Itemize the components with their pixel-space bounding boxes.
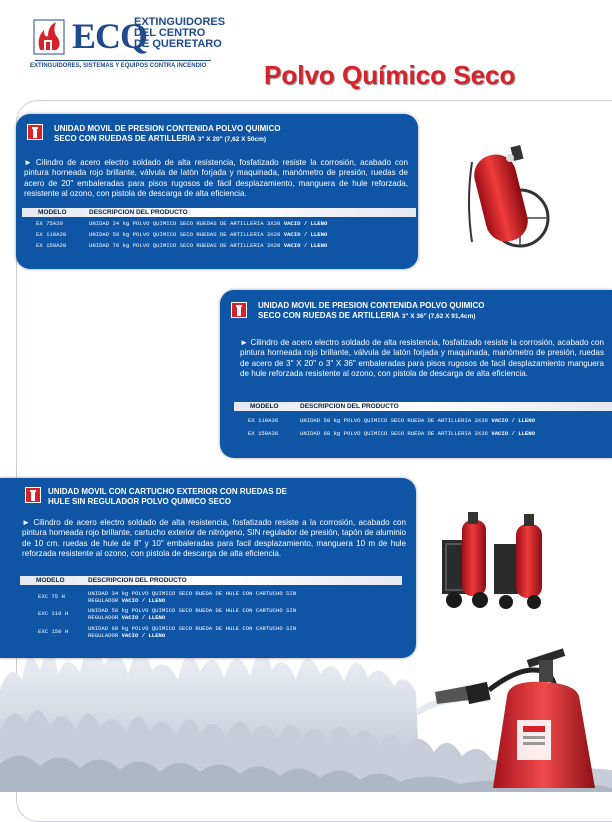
fire-extinguisher-icon [24,486,42,504]
row-description [88,607,296,621]
panel-title-text: SECO CON RUEDAS DE ARTILLERIA [258,310,400,320]
column-header-description: DESCRIPCION DEL PRODUCTO [89,209,188,216]
panel-title-size: 3" X 20" (7,62 X 50cm) [197,135,267,143]
column-header-model: MODELO [250,403,279,410]
row-description-text: REGULADOR [88,614,119,621]
row-description-text: REGULADOR [88,632,119,639]
panel-title-size: 3" X 36" (7,62 X 91,4cm) [401,312,476,320]
row-description [88,590,296,604]
table-row [20,607,402,621]
panel-description: ► Cilindro de acero electro soldado de alta resistencia, fosfatizado resiste la corrosión, acabado con pintura horneada rojo brillante, válvula de latón forjada y maquinada, manómetro de presión, ruedas de acero de 20" embaleradas para pisos rugosos de fácil desplazamiento, manguera de hule reforzada, resistente al ozono, con pistola de descarga de alta eficiencia. [24,158,408,198]
row-description-text: UNIDAD 34 kg POLVO QUIMICO SECO RUEDAS DE ARTILLERIA 3X20 [89,220,281,227]
logo-name-line: EXTINGUIDORES [134,16,226,28]
panel-title-line: UNIDAD MOVIL DE PRESION CONTENIDA POLVO QUIMICO [258,301,485,310]
row-model: EXC 110 H [38,610,69,617]
row-model: EX 150A20 [36,242,67,249]
row-status: VACIO / LLENO [121,632,166,639]
row-description [300,430,535,437]
row-description [89,231,327,238]
table-row [20,590,402,604]
fire-extinguisher-icon [230,301,248,319]
row-description-text: UNIDAD 68 kg POLVO QUIMICO SECO RUEDA DE HULE CON CARTUCHO SIN [88,625,297,632]
table-header [22,208,416,217]
panel-title [258,301,485,321]
table-row [20,625,402,639]
logo-name-line: DE QUERETARO [134,38,222,50]
table-header [234,402,612,411]
panel-title-line [258,311,485,322]
row-status: VACIO / LLENO [283,220,328,227]
row-status: VACIO / LLENO [121,597,166,604]
product-panel-artilleria-36 [220,290,612,458]
row-model: EX 110A20 [36,231,67,238]
panel-title-text: SECO CON RUEDAS DE ARTILLERIA [54,133,196,143]
logo-tagline: EXTINGUIDORES, SISTEMAS Y EQUIPOS CONTRA INCENDIO [30,63,207,69]
row-description-text: UNIDAD 70 kg POLVO QUIMICO SECO RUEDAS DE ARTILLERIA 3X20 [89,242,281,249]
row-model: EX 75A20 [36,220,63,227]
row-status: VACIO / LLENO [121,614,166,621]
row-description [300,417,535,424]
column-header-description: DESCRIPCION DEL PRODUCTO [300,403,399,410]
panel-title [54,124,281,144]
logo-divider [35,60,211,61]
row-model: EXC 150 H [38,628,69,635]
row-status: VACIO / LLENO [283,242,328,249]
row-description-text: UNIDAD 50 kg POLVO QUIMICO SECO RUEDA DE ARTILLERIA 3X36 [300,417,488,424]
panel-title [48,487,287,506]
logo-company-name [134,17,225,50]
panel-title-line [54,134,281,145]
panel-title-line: HULE SIN REGULADOR POLVO QUIMICO SECO [48,496,231,506]
row-description [89,220,327,227]
row-description-text: UNIDAD 68 kg POLVO QUIMICO SECO RUEDA DE ARTILLERIA 3X36 [300,430,488,437]
logo-letters: ECQ [72,16,148,56]
row-status: VACIO / LLENO [491,430,535,437]
table-header [20,576,402,585]
panel-title-line: UNIDAD MOVIL DE PRESION CONTENIDA POLVO QUIMICO [54,124,281,133]
cartridge-units-photo [432,510,556,610]
portable-extinguisher-illustration [405,640,612,792]
column-header-model: MODELO [36,577,65,584]
row-description [89,242,327,249]
fire-extinguisher-icon [26,123,44,141]
row-description-text: REGULADOR [88,597,119,604]
row-description-text: UNIDAD 50 kg POLVO QUIMICO SECO RUEDA DE HULE CON CARTUCHO SIN [88,607,297,614]
product-panel-cartucho-exterior [0,478,416,658]
wheeled-extinguisher-photo [466,142,566,250]
row-status: VACIO / LLENO [283,231,328,238]
row-description-text: UNIDAD 50 kg POLVO QUIMICO SECO RUEDAS DE ARTILLERIA 3X20 [89,231,281,238]
row-status: VACIO / LLENO [491,417,535,424]
row-description-text: UNIDAD 34 kg POLVO QUIMICO SECO RUEDA DE HULE CON CARTUCHO SIN [88,590,297,597]
panel-title-line: UNIDAD MOVIL CON CARTUCHO EXTERIOR CON RUEDAS DE [48,487,287,496]
panel-description: ► Cilindro de acero electro soldado de alta resistencia, fosfatizado resiste a la corrosión, acabado con pintura horneada rojo brillante, cartucho exterior de nitrógeno, SIN regulador de presión, tapón de aluminio de 10 cm. ruedas de hule de 8" y 10" embaleradas para facil desplazamiento, manguera 10 m de hule reforzada resistente al ozono, con pistola de descarga de alta eficiencia. [22,518,406,558]
page-title: Polvo Químico Seco [264,60,516,90]
row-model: EX 110A36 [248,417,279,424]
panel-description: ► Cilindro de acero electro soldado de alta resistencia, fosfatizado resiste la corrosión, acabado con pintura horneada rojo brillante, válvula de latón forjada y maquinada, manómetro de presión, ruedas de acero de 3" X 20" o 3" X 36" embaleradas para pisos rugosos de facil desplazamiento manguera de hule reforzada resistente al ozono, con pistola de descarga de alta eficiencia. [240,338,604,378]
column-header-model: MODELO [38,209,67,216]
column-header-description: DESCRIPCION DEL PRODUCTO [88,577,187,584]
row-model: EXC 75 H [38,593,65,600]
row-description [88,625,296,639]
row-model: EX 150A36 [248,430,279,437]
logo-name-line: DEL CENTRO [134,27,206,39]
product-panel-artilleria-20 [16,114,418,269]
